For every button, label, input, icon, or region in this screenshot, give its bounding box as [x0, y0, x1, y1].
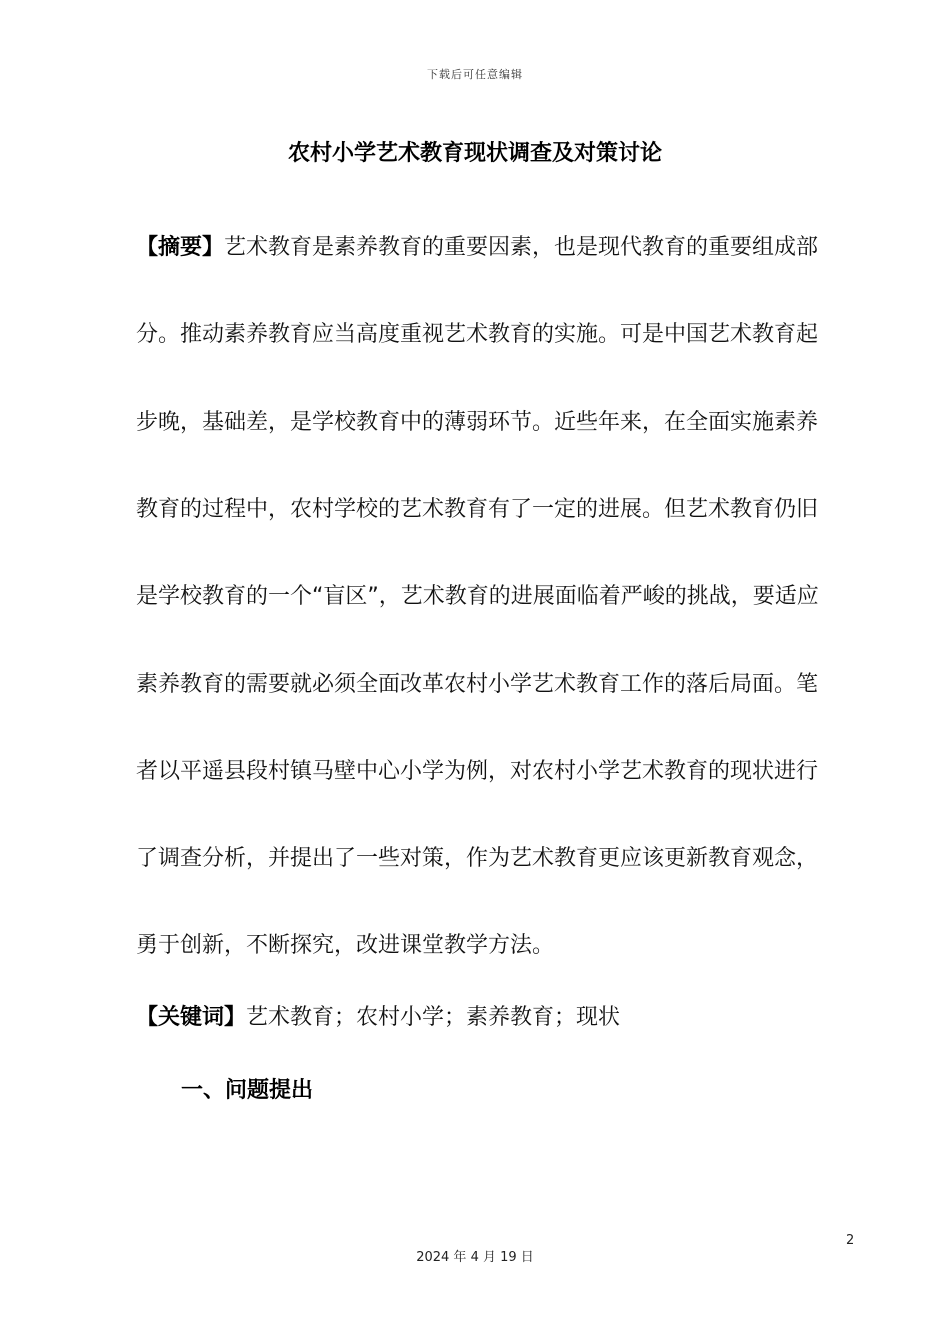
abstract-line-2: 分。推动素养教育应当高度重视艺术教育的实施。可是中国艺术教育起	[136, 322, 819, 347]
footer-date: 2024 年 4 月 19 日	[416, 1250, 534, 1265]
abstract-line-6: 素养教育的需要就必须全面改革农村小学艺术教育工作的落后局面。笔	[136, 672, 819, 697]
document-title: 农村小学艺术教育现状调查及对策讨论	[287, 141, 662, 166]
abstract-text-1: 艺术教育是素养教育的重要因素，也是现代教育的重要组成部	[224, 235, 819, 260]
header-note: 下载后可任意编辑	[427, 68, 523, 81]
page-number: 2	[846, 1233, 855, 1248]
abstract-line-5: 是学校教育的一个“盲区”，艺术教育的进展面临着严峻的挑战，要适应	[136, 584, 819, 609]
abstract-line-1	[136, 233, 866, 263]
abstract-label: 【摘要】	[136, 235, 225, 260]
abstract-line-9: 勇于创新，不断探究，改进课堂教学方法。	[136, 933, 555, 958]
keywords-text: 艺术教育；农村小学；素养教育；现状	[246, 1005, 621, 1030]
abstract-line-7: 者以平遥县段村镇马壁中心小学为例，对农村小学艺术教育的现状进行	[136, 759, 819, 784]
abstract-line-4: 教育的过程中，农村学校的艺术教育有了一定的进展。但艺术教育仍旧	[136, 497, 819, 522]
abstract-line-3: 步晚，基础差，是学校教育中的薄弱环节。近些年来，在全面实施素养	[136, 410, 819, 435]
abstract-line-8: 了调查分析，并提出了一些对策，作为艺术教育更应该更新教育观念，	[136, 846, 819, 871]
keywords-line	[136, 1003, 866, 1033]
section-heading: 一、问题提出	[181, 1078, 314, 1103]
keywords-label: 【关键词】	[136, 1005, 247, 1030]
